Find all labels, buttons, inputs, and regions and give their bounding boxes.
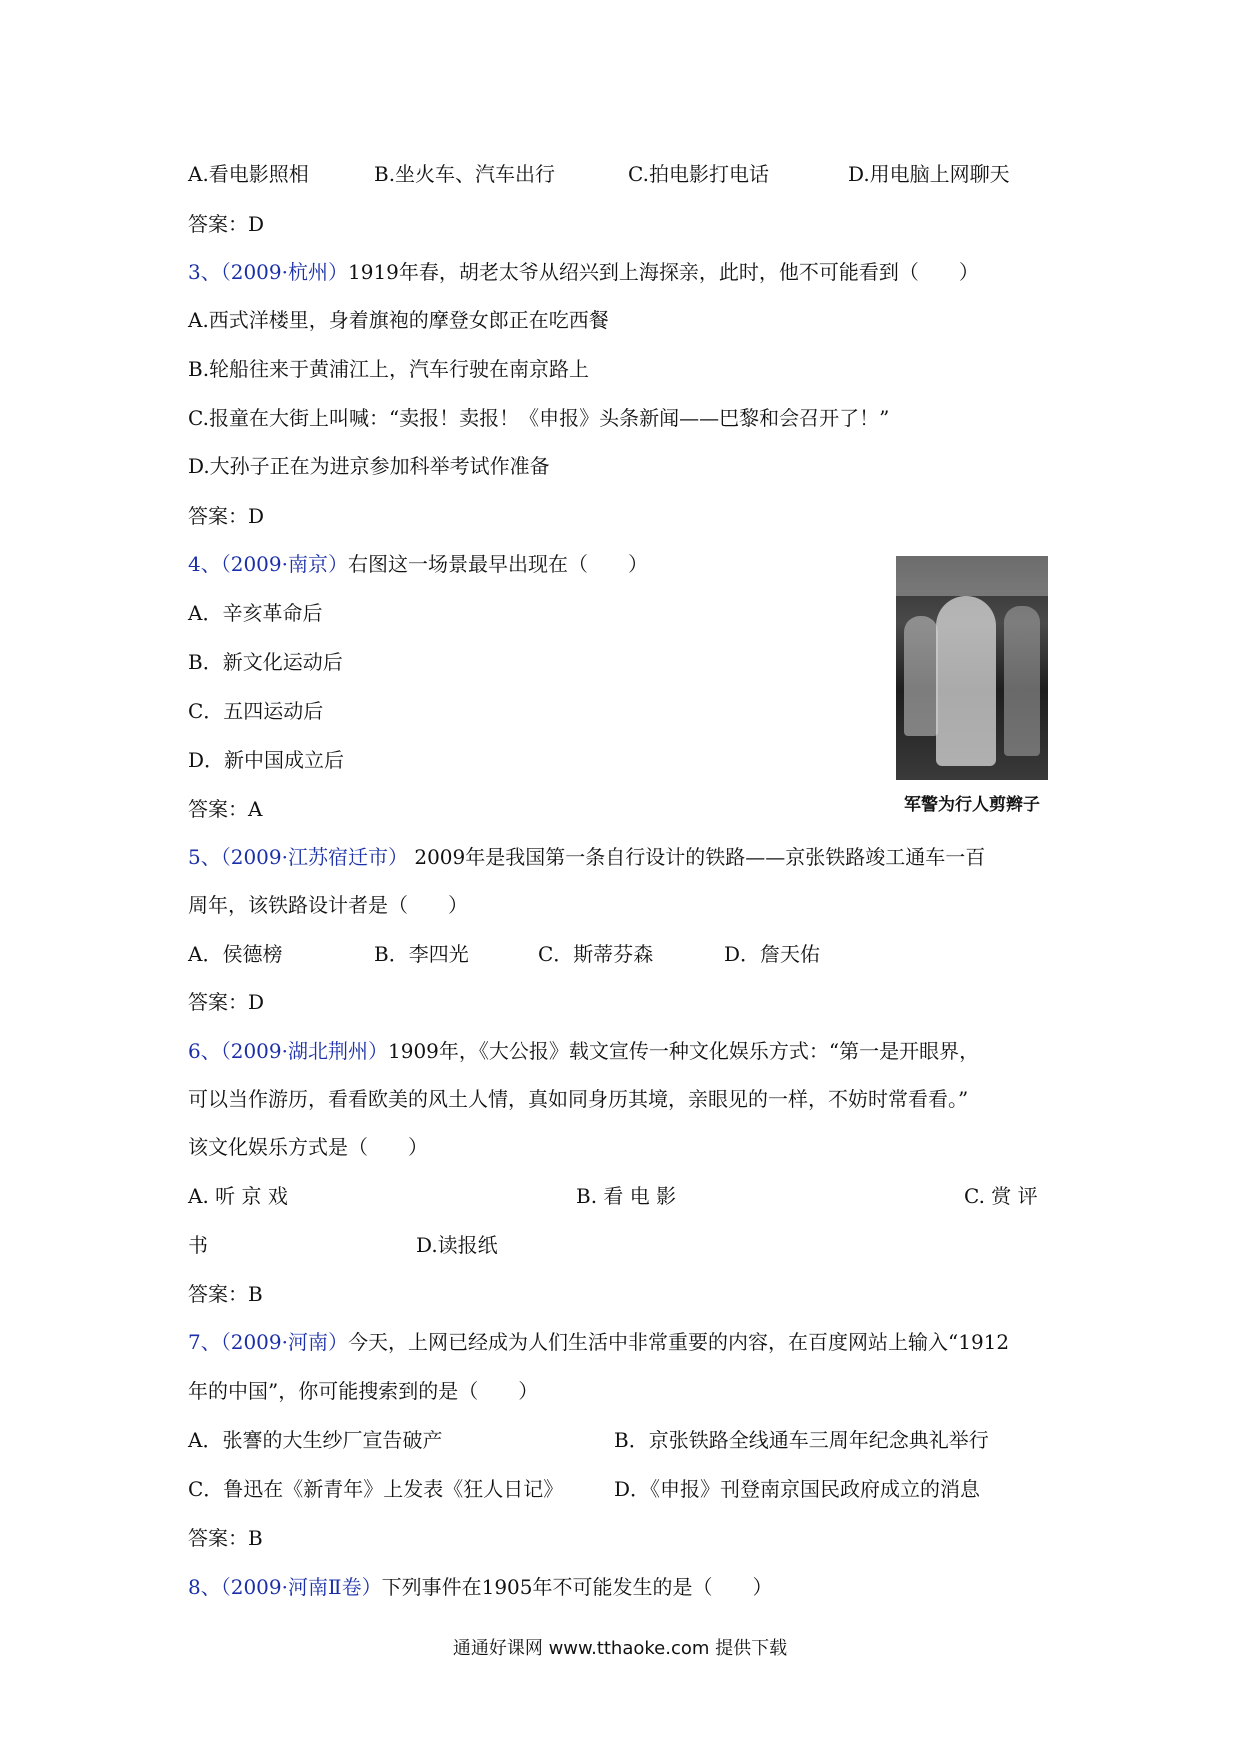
historical-photo [896,556,1048,780]
q3-stem-text: 1919年春，胡老太爷从绍兴到上海探亲，此时，他不可能看到（ ） [348,260,979,284]
q7-stem-line2: 年的中国”，你可能搜索到的是（ ） [188,1379,539,1403]
q3-number: 3、 [188,260,221,284]
q4-source: （2009·南京） [220,552,348,576]
q2-answer: 答案：D [188,212,265,236]
q3-source: （2009·杭州） [220,260,348,284]
q6-option-a: A. 听 京 戏 [188,1184,288,1208]
q6-stem-text: 1909年，《大公报》载文宣传一种文化娱乐方式：“第一是开眼界， [388,1039,980,1063]
photo-figure-left [904,616,938,736]
q8-stem-text: 下列事件在1905年不可能发生的是（ ） [381,1575,773,1599]
q6-source: （2009·湖北荆州） [220,1039,388,1063]
q7-number: 7、 [188,1330,221,1354]
q5-stem-line2: 周年，该铁路设计者是（ ） [188,893,468,917]
q5-answer: 答案：D [188,990,265,1014]
q3-option-d: D.大孙子正在为进京参加科举考试作准备 [188,454,550,478]
q8-stem [188,1573,773,1601]
q7-stem-line1 [188,1328,1009,1356]
q6-answer: 答案：B [188,1282,263,1306]
q2-option-d: D.用电脑上网聊天 [848,162,1010,186]
q5-option-a: A．侯德榜 [188,942,283,966]
q4-stem [188,550,648,578]
q5-stem-line1 [188,843,985,871]
q8-number: 8、 [188,1575,221,1599]
q6-option-b: B. 看 电 影 [576,1184,677,1208]
q6-number: 6、 [188,1039,221,1063]
q4-stem-text: 右图这一场景最早出现在（ ） [348,552,648,576]
q8-source: （2009·河南Ⅱ卷） [220,1575,382,1599]
photo-figure-center [936,596,996,766]
q7-answer: 答案：B [188,1526,263,1550]
q4-option-a: A．辛亥革命后 [188,601,323,625]
q6-stem-line2: 可以当作游历，看看欧美的风土人情，真如同身历其境，亲眼见的一样，不妨时常看看。” [188,1087,969,1111]
q6-option-d: D.读报纸 [416,1233,498,1257]
q2-option-a: A.看电影照相 [188,162,309,186]
photo-sky [896,556,1048,596]
q5-option-c: C．斯蒂芬森 [538,942,654,966]
photo-figure-right [1004,606,1040,756]
q3-option-c: C.报童在大街上叫喊：“卖报！卖报！《申报》头条新闻——巴黎和会召开了！” [188,406,890,430]
q7-stem-text: 今天，上网已经成为人们生活中非常重要的内容，在百度网站上输入“1912 [348,1330,1010,1354]
q2-option-c: C.拍电影打电话 [628,162,769,186]
q2-option-b: B.坐火车、汽车出行 [374,162,556,186]
q3-stem [188,258,979,286]
q3-answer: 答案：D [188,504,265,528]
q3-option-a: A.西式洋楼里，身着旗袍的摩登女郎正在吃西餐 [188,308,609,332]
q5-option-b: B．李四光 [374,942,469,966]
photo-caption: 军警为行人剪辫子 [904,795,1040,815]
q7-source: （2009·河南） [220,1330,348,1354]
page-footer: 通通好课网 www.tthaoke.com 提供下载 [452,1638,788,1659]
q4-number: 4、 [188,552,221,576]
q7-option-a: A．张謇的大生纱厂宣告破产 [188,1428,443,1452]
q5-number: 5、 [188,845,221,869]
q6-stem-line1 [188,1037,979,1065]
q5-stem-text: 2009年是我国第一条自行设计的铁路——京张铁路竣工通车一百 [408,845,986,869]
q4-answer: 答案：A [188,797,263,821]
q4-option-c: C．五四运动后 [188,699,324,723]
q3-option-b: B.轮船往来于黄浦江上，汽车行驶在南京路上 [188,357,590,381]
q4-option-d: D．新中国成立后 [188,748,345,772]
q7-option-b: B．京张铁路全线通车三周年纪念典礼举行 [614,1428,989,1452]
q5-source: （2009·江苏宿迁市） [220,845,408,869]
q4-option-b: B．新文化运动后 [188,650,343,674]
q7-option-c: C．鲁迅在《新青年》上发表《狂人日记》 [188,1477,564,1501]
q6-option-c-cont: 书 [188,1233,208,1257]
q6-option-c: C. 赏 评 [964,1184,1038,1208]
q6-stem-line3: 该文化娱乐方式是（ ） [188,1135,428,1159]
q5-option-d: D．詹天佑 [724,942,821,966]
q7-option-d: D．《申报》刊登南京国民政府成立的消息 [614,1477,981,1501]
